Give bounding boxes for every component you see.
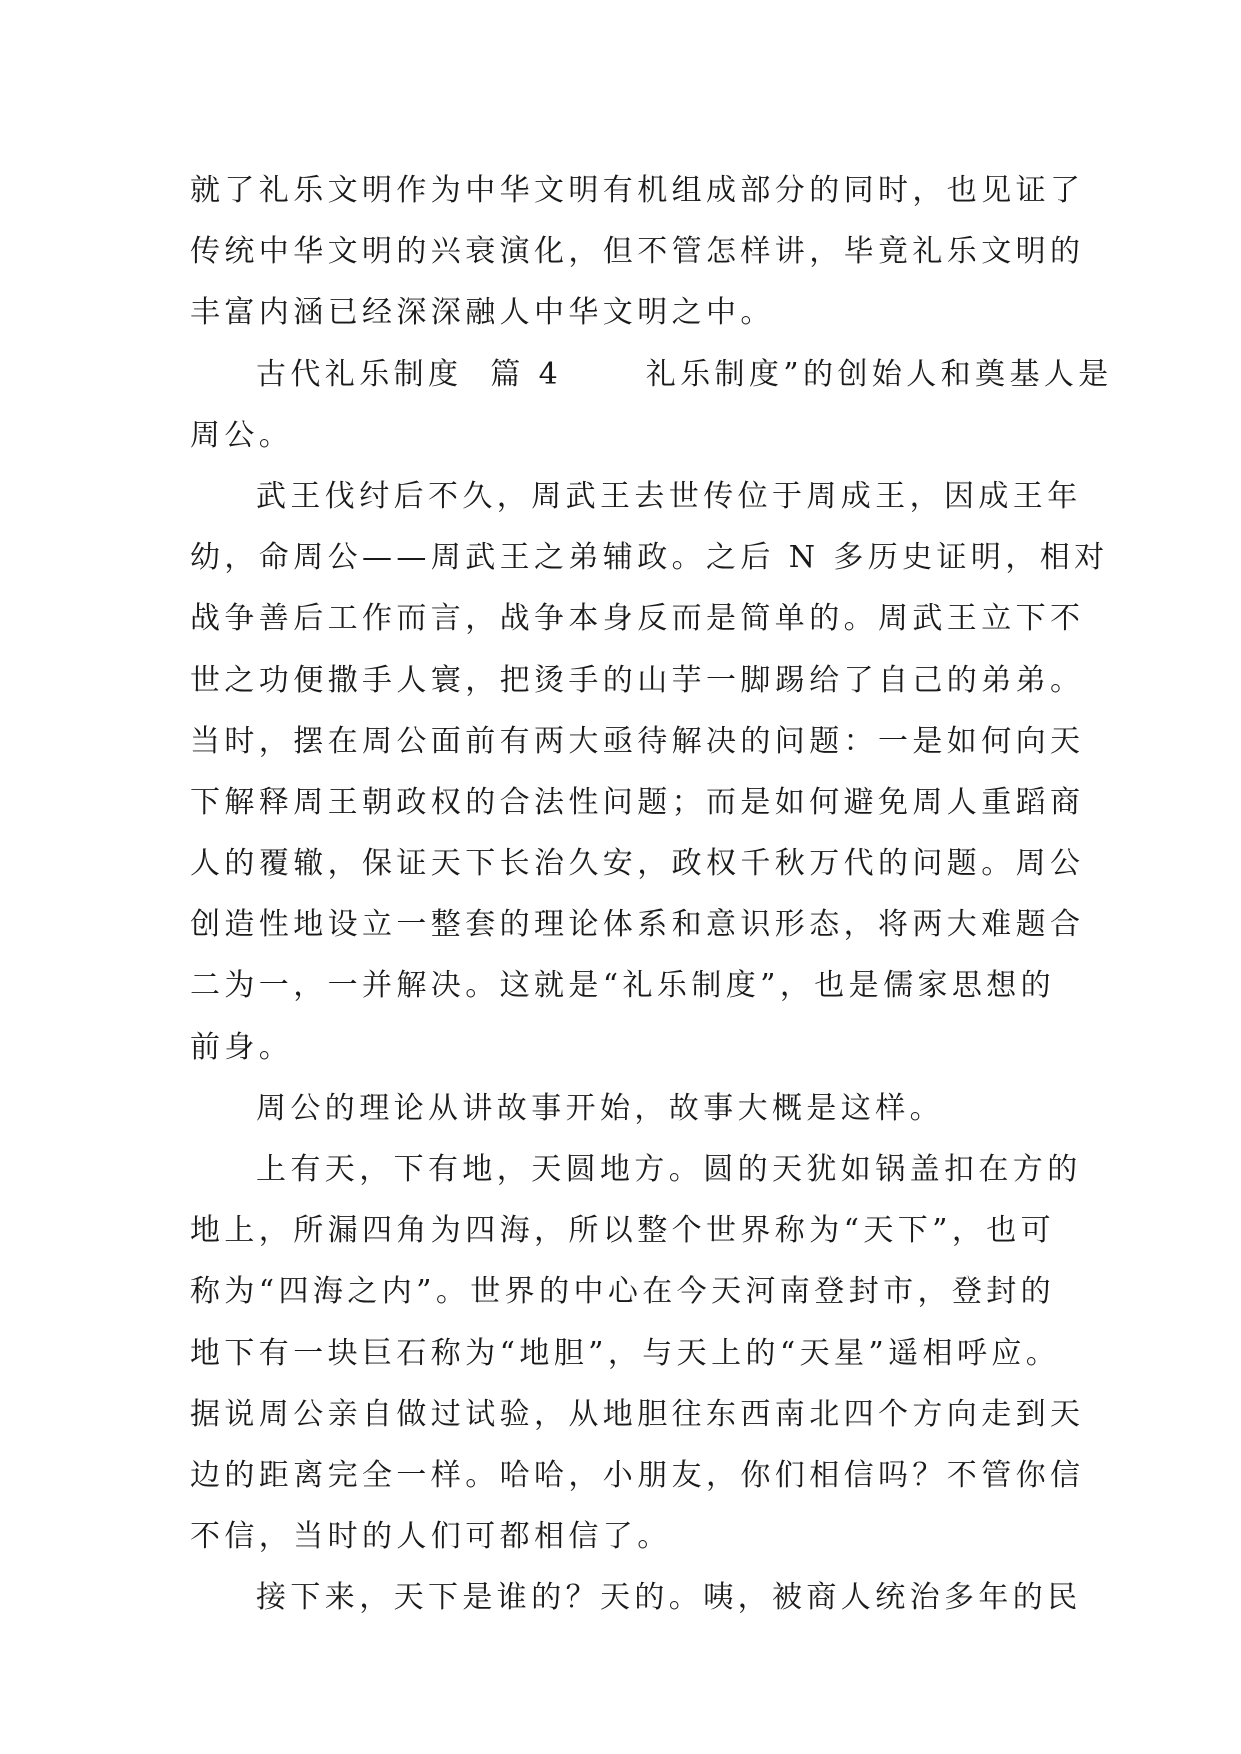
- text-line: 传统中华文明的兴衰演化，但不管怎样讲，毕竟礼乐文明的: [190, 234, 1085, 270]
- text-line: 前身。: [190, 1029, 294, 1065]
- text-line: 当时，摆在周公面前有两大亟待解决的问题：一是如何向天: [190, 723, 1085, 759]
- text-line: 二为一，一并解决。这就是“礼乐制度”，也是儒家思想的: [190, 968, 1056, 1004]
- document-body: [190, 160, 1113, 1629]
- text-line: 丰富内涵已经深深融人中华文明之中。: [190, 295, 775, 331]
- text-line: 周公。: [190, 417, 294, 453]
- paragraph-start-line: 接下来，天下是谁的？天的。咦，被商人统治多年的民: [256, 1580, 1082, 1616]
- text-line: 就了礼乐文明作为中华文明有机组成部分的同时，也见证了: [190, 173, 1085, 208]
- section-heading-line: 古代礼乐制度 篇 4 礼乐制度”的创始人和奠基人是: [256, 356, 1113, 392]
- text-line: 称为“四海之内”。世界的中心在今天河南登封市，登封的: [190, 1274, 1056, 1310]
- text-line: 人的覆辙，保证天下长治久安，政权千秋万代的问题。周公: [190, 846, 1085, 882]
- paragraph-start-line: 上有天，下有地，天圆地方。圆的天犹如锅盖扣在方的: [256, 1152, 1082, 1187]
- paragraph-start-line: 周公的理论从讲故事开始，故事大概是这样。: [256, 1090, 944, 1126]
- text-line: 地上，所漏四角为四海，所以整个世界称为“天下”，也可: [190, 1213, 1056, 1249]
- text-line: 据说周公亲自做过试验，从地胆往东西南北四个方向走到天: [190, 1396, 1085, 1432]
- paragraph-start-line: 武王伐纣后不久，周武王去世传位于周成王，因成王年: [256, 478, 1082, 514]
- text-line: 下解释周王朝政权的合法性问题；而是如何避免周人重蹈商: [190, 784, 1085, 820]
- text-line: 世之功便撒手人寰，把烫手的山芋一脚踢给了自己的弟弟。: [190, 662, 1085, 698]
- text-line: 边的距离完全一样。哈哈，小朋友，你们相信吗？不管你信: [190, 1457, 1085, 1493]
- text-line: 战争善后工作而言，战争本身反而是简单的。周武王立下不: [190, 601, 1085, 637]
- text-line: 幼，命周公——周武王之弟辅政。之后 N 多历史证明，相对: [190, 540, 1109, 576]
- text-line: 不信，当时的人们可都相信了。: [190, 1519, 672, 1555]
- text-line: 地下有一块巨石称为“地胆”，与天上的“天星”遥相呼应。: [190, 1335, 1061, 1371]
- text-line: 创造性地设立一整套的理论体系和意识形态，将两大难题合: [190, 907, 1085, 943]
